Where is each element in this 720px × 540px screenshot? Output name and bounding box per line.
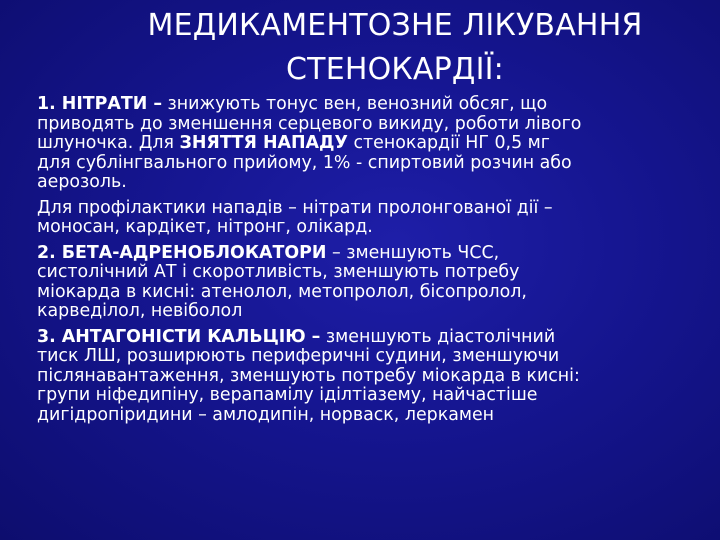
text-line: моносан, кардікет, нітронг, олікард. bbox=[37, 217, 373, 237]
calcium-antagonists-paragraph bbox=[37, 328, 702, 426]
text-line: групи ніфедипіну, верапамілу іділтіазему, найчастіше bbox=[37, 385, 538, 405]
text-line: післянавантаження, зменшують потребу міокарда в кисні: bbox=[37, 365, 580, 386]
text-fragment: стенокардії НГ 0,5 мг bbox=[347, 133, 550, 153]
text-line: дигідропіридини – амлодипін, норваск, леркамен bbox=[37, 404, 495, 425]
text-fragment: шлуночка. Для bbox=[37, 133, 180, 153]
nitrates-paragraph bbox=[37, 95, 702, 193]
text-line bbox=[37, 134, 702, 154]
emphasis-text: ЗНЯТТЯ НАПАДУ bbox=[179, 133, 348, 153]
text-fragment: зменшують діастолічний bbox=[320, 326, 556, 347]
text-line: приводять до зменшення серцевого викиду, роботи лівого bbox=[37, 113, 582, 134]
text-line bbox=[37, 328, 702, 348]
text-line: тиск ЛШ, розширюють периферичні судини, зменшуючи bbox=[37, 346, 560, 366]
slide-title bbox=[90, 4, 700, 92]
nitrates-heading: 1. НІТРАТИ – bbox=[37, 94, 163, 114]
slide-title-line-1: МЕДИКАМЕНТОЗНЕ ЛІКУВАННЯ bbox=[147, 8, 643, 43]
text-line bbox=[37, 95, 702, 115]
beta-blockers-paragraph bbox=[37, 244, 702, 322]
text-line: систолічний АТ і скоротливість, зменшують потребу bbox=[37, 262, 520, 282]
slide-title-line-2: СТЕНОКАРДІЇ: bbox=[286, 52, 504, 87]
text-line: карведілол, невіболол bbox=[37, 301, 243, 321]
text-line: аерозоль. bbox=[37, 172, 127, 192]
text-fragment: – зменшують ЧСС, bbox=[326, 242, 500, 263]
text-line bbox=[37, 244, 702, 264]
slide-body bbox=[37, 95, 702, 431]
text-line: для сублінгвального прийому, 1% - спиртовий розчин або bbox=[37, 152, 572, 173]
calcium-antagonists-heading: 3. АНТАГОНІСТИ КАЛЬЦІЮ – bbox=[37, 326, 321, 347]
prophylaxis-paragraph bbox=[37, 199, 702, 238]
beta-blockers-heading: 2. БЕТА-АДРЕНОБЛОКАТОРИ bbox=[37, 242, 327, 263]
text-line: Для профілактики нападів – нітрати пролонгованої дії – bbox=[37, 197, 553, 218]
text-fragment: знижують тонус вен, венозний обсяг, що bbox=[162, 94, 548, 114]
text-line: міокарда в кисні: атенолол, метопролол, бісопролол, bbox=[37, 281, 527, 302]
